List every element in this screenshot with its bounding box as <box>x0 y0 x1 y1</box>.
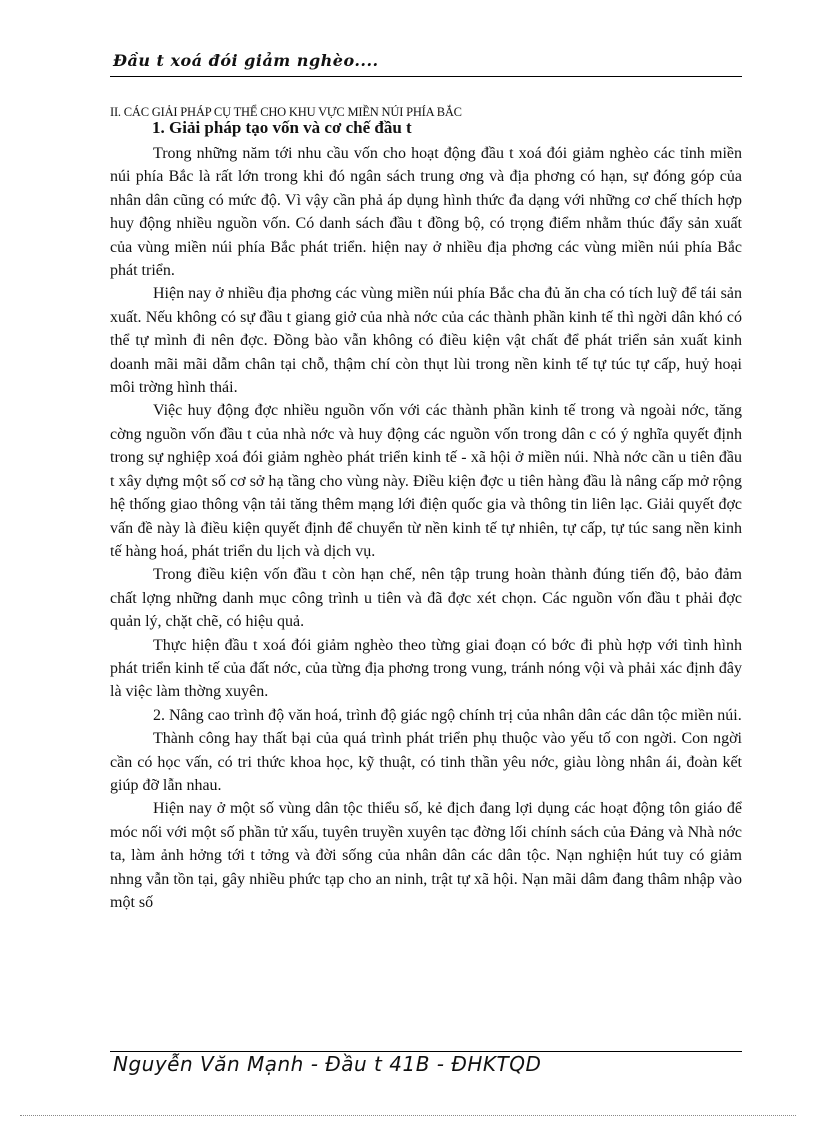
header-divider <box>110 76 742 77</box>
paragraph: Thực hiện đầu t xoá đói giảm nghèo theo từng giai đoạn có bớc đi phù hợp với tình hình phát triển kinh tế của đất nớc, của từng địa phơng trong vung, tránh nóng vội và phải xác định đây là việc làm thờng xuyên. <box>110 636 742 701</box>
paragraph: 2. Nâng cao trình độ văn hoá, trình độ giác ngộ chính trị của nhân dân các dân tộc miền núi. <box>153 706 742 724</box>
paragraph: Trong điều kiện vốn đầu t còn hạn chế, nên tập trung hoàn thành đúng tiến độ, bảo đảm chất lợng những danh mục công trình u tiên và đã đợc xét chọn. Các nguồn vốn đầu t phải đợc quản lý, chặt chẽ, có hiệu quả. <box>110 566 742 631</box>
paragraph: Trong những năm tới nhu cầu vốn cho hoạt động đầu t xoá đói giảm nghèo các tỉnh miền núi phía Bắc là rất lớn trong khi đó ngân sách trung ơng và địa phơng có hạn, sự đóng góp của nhân dân cũng có mức độ. Vì vậy cần phả áp dụng hình thức đa dạng với những cơ chế thích hợp huy động nhiều nguồn vốn. Có danh sách đầu t đồng bộ, có trọng điểm nhằm thúc đẩy sản xuất của vùng miền núi phía Bắc phát triển. hiện nay ở nhiều địa phơng các vùng miền núi phía Bắc phát triển. <box>110 145 742 280</box>
body-text <box>110 142 742 914</box>
subsection-heading: 1. Giải pháp tạo vốn và cơ chế đầu t <box>152 118 412 137</box>
page-header-title: Đầu t xoá đói giảm nghèo.... <box>113 51 379 70</box>
page-footer-author: Nguyễn Văn Mạnh - Đầu t 41B - ĐHKTQD <box>113 1052 542 1076</box>
paragraph: Hiện nay ở nhiều địa phơng các vùng miền núi phía Bắc cha đủ ăn cha có tích luỹ để tái sản xuất. Nếu không có sự đầu t giang giở của nhà nớc của các thành phần kinh tế thì ngời dân khó có thể tự mình đi nên đợc. Đồng bào vẫn không có điều kiện vật chất để phát triển sản xuất kinh doanh mãi mãi dẫm chân tại chỗ, thậm chí còn thụt lùi trong nền kinh tế tự túc tự cấp, huỷ hoại môi trờng hình thái. <box>110 285 742 397</box>
paragraph: Hiện nay ở một số vùng dân tộc thiểu số, kẻ địch đang lợi dụng các hoạt động tôn giáo để móc nối với một số phần tử xấu, tuyên truyền xuyên tạc đờng lối chính sách của Đảng và Nhà nớc ta, làm ảnh hởng tới t tởng và đời sống của nhân dân các dân tộc. Nạn nghiện hút tuy có giảm nhng vẫn tồn tại, gây nhiều phức tạp cho an ninh, trật tự xã hội. Nạn mãi dâm đang thâm nhập vào một số <box>110 800 742 911</box>
paragraph: Việc huy động đợc nhiều nguồn vốn với các thành phần kinh tế trong và ngoài nớc, tăng cờng nguồn vốn đầu t của nhà nớc và huy động các nguồn vốn trong dân c có ý nghĩa quyết định trong sự nghiệp xoá đói giảm nghèo phát triển kinh tế - xã hội ở miền núi. Nhà nớc cần u tiên đầu t xây dựng một số cơ sở hạ tầng cho vùng này. Điều kiện đợc u tiên hàng đầu là nâng cấp mở rộng hệ thống giao thông vận tải tăng thêm mạng lới điện quốc gia và thông tin liên lạc. Giải quyết đợc vấn đề này là điều kiện quyết định để chuyển từ nền kinh tế tự nhiên, tự cấp, tự túc sang nền kinh tế hàng hoá, phát triển du lịch và dịch vụ. <box>110 402 742 560</box>
paragraph: Thành công hay thất bại của quá trình phát triển phụ thuộc vào yếu tố con ngời. Con ngời cần có học vấn, có tri thức khoa học, kỹ thuật, có tinh thần yêu nớc, giàu lòng nhân ái, đoàn kết giúp đỡ lẫn nhau. <box>110 730 742 794</box>
page-bottom-border <box>20 1115 796 1116</box>
section-heading: II. CÁC GIẢI PHÁP CỤ THỂ CHO KHU VỰC MIỀN NÚI PHÍA BẮC <box>110 105 462 119</box>
